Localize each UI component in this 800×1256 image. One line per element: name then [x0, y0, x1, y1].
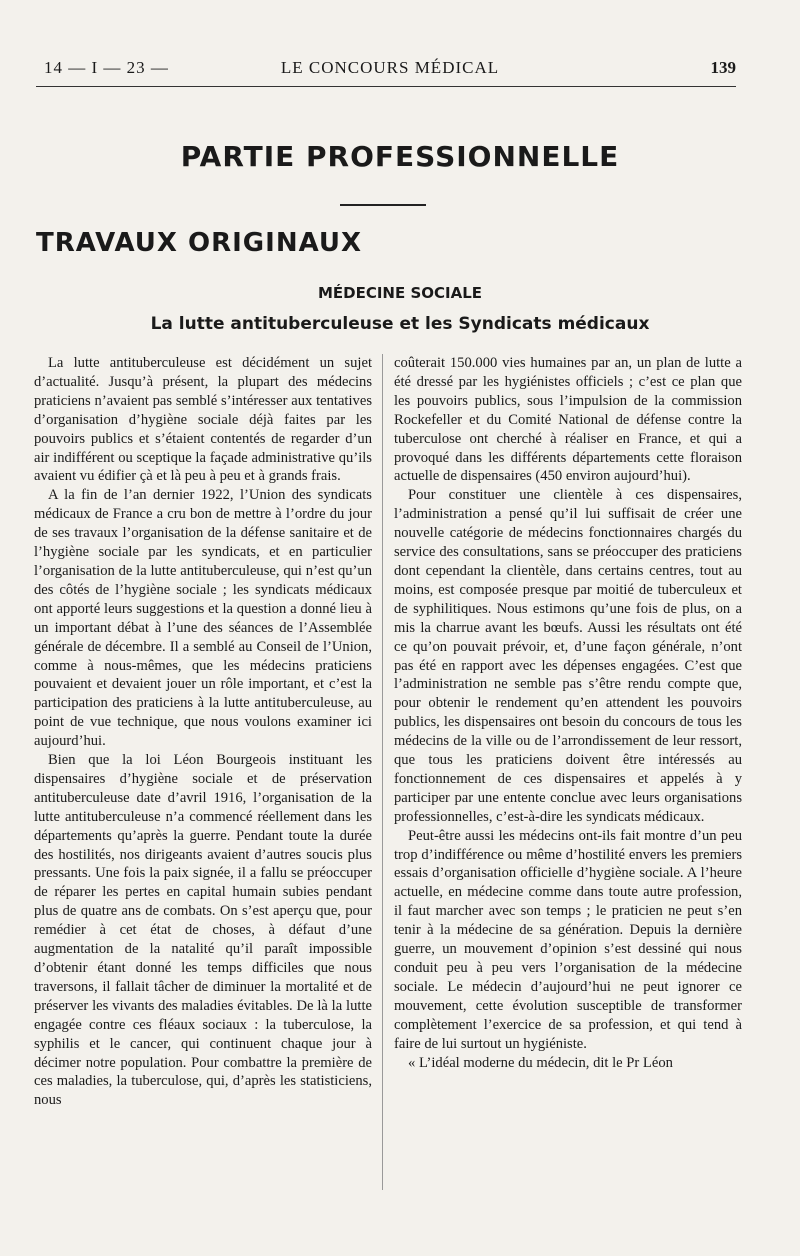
column-divider: [382, 354, 383, 1190]
section-divider: [340, 204, 426, 206]
article-headline: La lutte antituberculeuse et les Syndicats médicaux: [150, 314, 650, 334]
issue-date: 14 — I — 23 —: [44, 58, 169, 77]
paragraph: A la fin de l’an dernier 1922, l’Union des syndicats médicaux de France a cru bon de mettre à l’ordre du jour de ses travaux l’organisation de la défense sanitaire et de l’hygiène sociale par les syndicats, et en particulier l’organisation de la lutte antituberculeuse, qui n’est qu’un des côtés de l’hygiène sociale ; les syndicats médicaux ont apporté leurs suggestions et la question a donné lieu à un important débat à l’une des séances de l’Assemblée générale de décembre. Il a semblé au Conseil de l’Union, comme à nous-mêmes, que les médecins praticiens pouvaient et devaient jouer un rôle important, et c’est la participation des praticiens à la lutte antituberculeuse, au point de vue technique, que nous voulons examiner ici aujourd’hui.: [34, 487, 372, 750]
paragraph: Peut-être aussi les médecins ont-ils fait montre d’un peu trop d’indifférence ou même d’hostilité envers les premiers essais d’organisation officielle d’hygiène sociale. A l’heure actuelle, en médecine comme dans toute autre profession, il faut marcher avec son temps ; le praticien ne peut s’en tenir à la médecine de sa génération. Depuis la dernière guerre, un mouvement d’opinion s’est dessiné qui nous conduit peu à peu vers l’organisation de la médecine sociale. Le médecin d’aujourd’hui ne peut ignorer ce mouvement, cette évolution susceptible de transformer complètement l’exercice de sa profession, et qui tend à faire de lui surtout un hygiéniste.: [394, 827, 742, 1052]
paragraph: La lutte antituberculeuse est décidément un sujet d’actualité. Jusqu’à présent, la plupart des médecins praticiens n’avaient pas semblé s’intéresser aux tentatives d’organisation d’hygiène sociale déjà faites par les pouvoirs publics et s’étaient contentés de regarder d’un air indifférent ou sceptique la façade administrative qu’ils avaient vu édifier çà et là peu à peu et à grands frais.: [34, 355, 372, 485]
article-kicker: MÉDECINE SOCIALE: [317, 284, 483, 302]
right-column: [394, 354, 742, 1204]
paragraph: Bien que la loi Léon Bourgeois instituant les dispensaires d’hygiène sociale et de préservation antituberculeuse date d’avril 1916, l’organisation de la lutte antituberculeuse n’a commencé réellement dans les départements qu’après la guerre. Pendant toute la durée des hostilités, nos dirigeants avaient d’autres soucis plus pressants. Une fois la paix signée, il a fallu se préoccuper de réparer les pertes en capital humain subies pendant plus de quatre ans de combats. On s’est aperçu que, pour remédier à cet état de choses, à défaut d’une augmentation de la natalité qu’il paraît impossible d’obtenir étant donné les temps difficiles que nous traversons, il fallait tâcher de diminuer la mortalité et de préserver les vivants des maladies évitables. De là la lutte engagée contre ces fléaux sociaux : la tuberculose, la syphilis et le cancer, qui continuent chaque jour à décimer notre population. Pour combattre la première de ces maladies, la tuberculose, qui, d’après les statisticiens, nous: [34, 752, 372, 1109]
page-number: 139: [710, 58, 736, 77]
journal-title: LE CONCOURS MÉDICAL: [280, 58, 500, 77]
left-column: [34, 354, 372, 1204]
paragraph: « L’idéal moderne du médecin, dit le Pr Léon: [408, 1054, 673, 1071]
header-rule: [36, 86, 736, 87]
section-title: PARTIE PROFESSIONNELLE: [180, 140, 620, 173]
paragraph: Pour constituer une clientèle à ces dispensaires, l’administration a pensé qu’il lui suffisait de créer une nouvelle catégorie de médecins fonctionnaires chargés du service des consultations, sans se préoccuper des praticiens dont cependant la clientèle, dans certains centres, tout au moins, est composée presque par moitié de tuberculeux et de syphilitiques. Nous estimons qu’une fois de plus, on a mis la charrue avant les bœufs. Aussi les résultats ont été ce qu’on pouvait prévoir, et, d’une façon générale, n’ont pas été en rapport avec les dépenses engagées. C’est que l’administration ne semble pas s’être rendu compte que, pour obtenir le rendement qu’en attendent les pouvoirs publics, les dispensaires ont besoin du concours de tous les médecins de la ville ou de l’arrondissement de leur ressort, que tous les praticiens doivent être intéressés au fonctionnement de ces dispensaires et appelés à y participer par une entente conclue avec leurs organisations professionnelles, c’est-à-dire les syndicats médicaux.: [394, 487, 742, 825]
running-header: [44, 58, 736, 84]
rubric-title: TRAVAUX ORIGINAUX: [36, 228, 363, 258]
paragraph: coûterait 150.000 vies humaines par an, un plan de lutte a été dressé par les hygiénistes officiels ; c’est ce plan que les pouvoirs publics, sous l’impulsion de la commission Rockefeller et du Comité National de défense contre la tuberculose ont cherché à réaliser en France, et qui a provoqué dans les différents départements cette floraison actuelle de dispensaires (450 environ aujourd’hui).: [394, 355, 742, 485]
